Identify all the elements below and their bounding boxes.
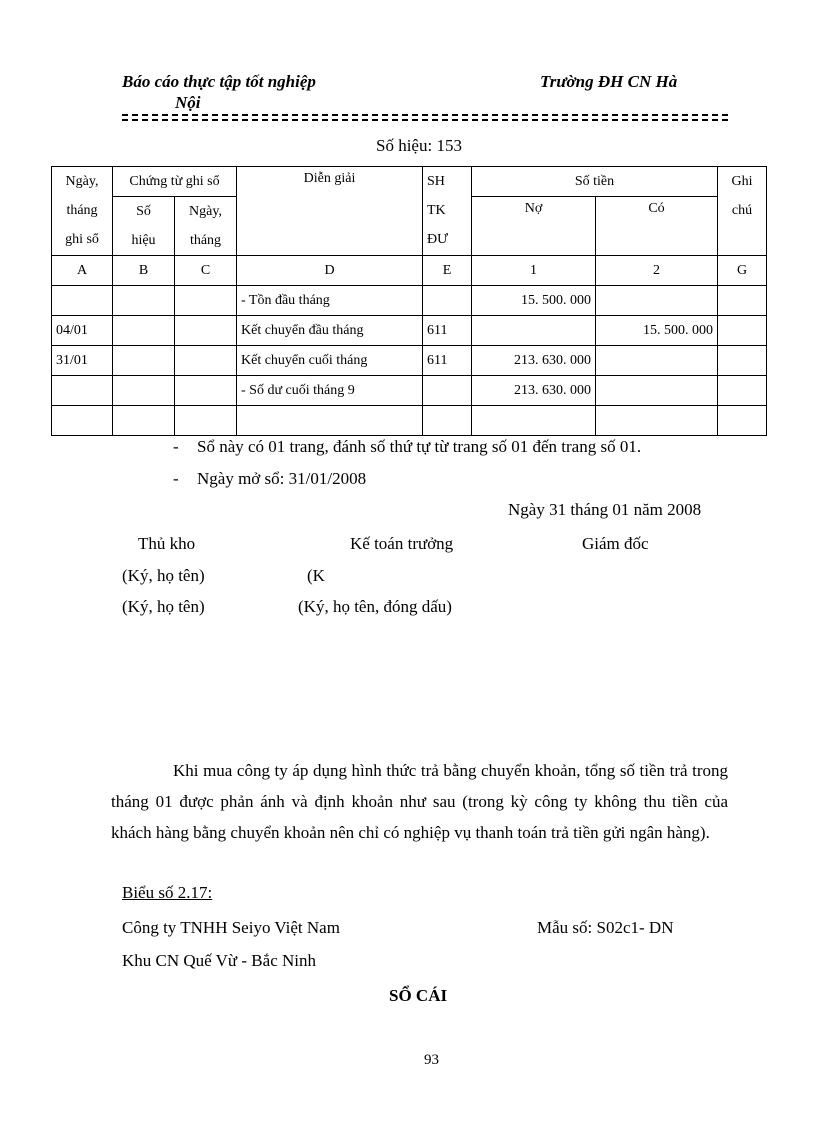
note-bullet: - [173,469,179,488]
chief-accountant-sign-fragment: (K [307,566,325,585]
table-row [52,316,767,346]
note-pages: Sổ này có 01 trang, đánh số thứ tự từ trang số 01 đến trang số 01. [197,437,642,456]
row-desc: Kết chuyển đầu tháng [237,316,423,346]
row-credit [596,376,718,406]
col-header-credit: Có [596,197,718,256]
col-header-date: Ngày, tháng ghi sổ [52,167,113,256]
form-code: Mẫu số: S02c1- DN [537,918,674,937]
row-desc [237,406,423,436]
row-credit [596,406,718,436]
page-number: 93 [424,1052,439,1068]
header-right-title: Trường ĐH CN Hà [540,72,678,91]
row-acct [423,376,472,406]
row-debit [472,406,596,436]
code-cell: D [237,256,423,286]
row-note [718,376,767,406]
table-row [52,406,767,436]
row-date: 31/01 [52,346,113,376]
row-voucher-date [175,316,237,346]
note-open-date: Ngày mở sổ: 31/01/2008 [197,469,367,488]
row-desc: - Tồn đầu tháng [237,286,423,316]
row-voucher-date [175,286,237,316]
col-header-acct: SH TK ĐƯ [423,167,472,256]
row-debit: 213. 630. 000 [472,376,596,406]
form-label: Biểu số 2.17: [122,883,213,902]
row-credit: 15. 500. 000 [596,316,718,346]
row-voucher-no [113,316,175,346]
note-bullet: - [173,437,179,456]
col-header-voucher-no: Số hiệu [113,197,175,256]
row-date [52,406,113,436]
col-header-voucher: Chứng từ ghi sổ [113,167,237,197]
code-cell: E [423,256,472,286]
code-cell: C [175,256,237,286]
col-header-debit: Nợ [472,197,596,256]
row-voucher-no [113,406,175,436]
row-date: 04/01 [52,316,113,346]
body-paragraph-block [111,755,728,848]
header-left-continuation: Nội [175,93,201,112]
director-sign-note: (Ký, họ tên, đóng dấu) [298,597,452,616]
header-rule-bottom [122,119,728,121]
col-header-voucher-date: Ngày, tháng [175,197,237,256]
row-acct [423,406,472,436]
account-number: Số hiệu: 153 [376,136,462,155]
row-debit: 15. 500. 000 [472,286,596,316]
code-cell: 2 [596,256,718,286]
row-debit: 213. 630. 000 [472,346,596,376]
row-acct [423,286,472,316]
table-row [52,346,767,376]
row-voucher-no [113,286,175,316]
ledger-title: SỔ CÁI [389,986,448,1005]
row-voucher-date [175,346,237,376]
signature-date: Ngày 31 tháng 01 năm 2008 [508,500,702,519]
table-row [52,286,767,316]
row-desc: Kết chuyển cuối tháng [237,346,423,376]
row-acct: 611 [423,316,472,346]
row-note [718,316,767,346]
code-cell: A [52,256,113,286]
company-name: Công ty TNHH Seiyo Việt Nam [122,918,340,937]
company-address: Khu CN Quế Vừ - Bắc Ninh [122,951,316,970]
row-voucher-no [113,346,175,376]
row-voucher-date [175,376,237,406]
row-debit [472,316,596,346]
col-header-amount: Số tiền [472,167,718,197]
chief-accountant-title: Kế toán trưởng [350,534,454,553]
code-row [52,256,767,286]
col-header-note: Ghi chú [718,167,767,256]
body-paragraph: Khi mua công ty áp dụng hình thức trả bằng chuyển khoản, tổng số tiền trả trong tháng 01 được phản ánh và định khoản như sau (trong kỳ công ty không thu tiền của khách hàng bằng chuyển khoản nên chỉ có nghiệp vụ thanh toán trả tiền gửi ngân hàng). [111,761,728,842]
storekeeper-sign-note: (Ký, họ tên) [122,566,205,585]
code-cell: B [113,256,175,286]
code-cell: 1 [472,256,596,286]
col-header-desc: Diễn giải [237,167,423,256]
row-note [718,286,767,316]
storekeeper-title: Thủ kho [138,534,196,553]
row-credit [596,286,718,316]
row-voucher-date [175,406,237,436]
storekeeper-sign-note-2: (Ký, họ tên) [122,597,205,616]
row-date [52,286,113,316]
table-row [52,376,767,406]
code-cell: G [718,256,767,286]
row-desc: - Số dư cuối tháng 9 [237,376,423,406]
row-credit [596,346,718,376]
header-rule-top [122,114,728,116]
row-date [52,376,113,406]
director-title: Giám đốc [582,534,649,553]
header-left-title: Báo cáo thực tập tốt nghiệp [122,72,316,91]
row-voucher-no [113,376,175,406]
row-note [718,346,767,376]
row-acct: 611 [423,346,472,376]
row-note [718,406,767,436]
ledger-table [51,166,767,436]
